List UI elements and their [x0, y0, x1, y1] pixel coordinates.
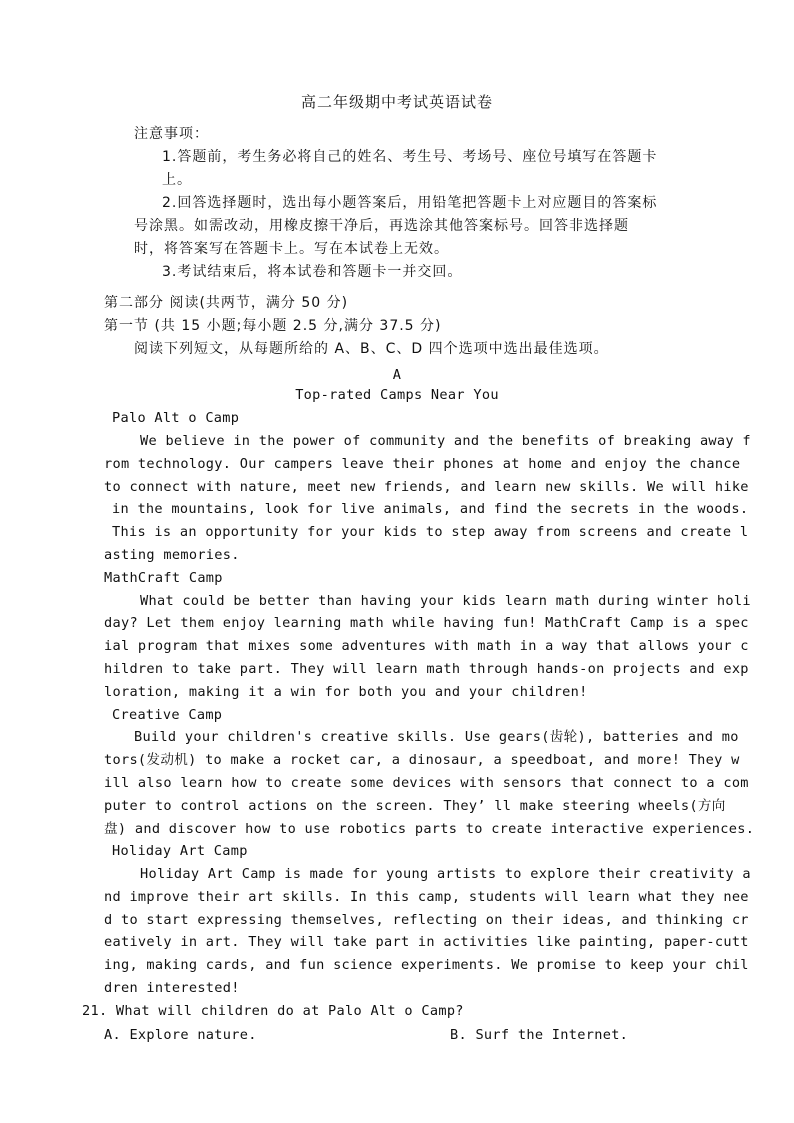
camp-text-line: eatively in art. They will take part in activities like painting, paper-cutt [104, 934, 749, 950]
camp-text-line: d to start expressing themselves, reflecting on their ideas, and thinking cr [104, 912, 749, 928]
section-part: 第二部分 阅读(共两节，满分 50 分) [104, 295, 349, 311]
question-21: 21. What will children do at Palo Alt o Camp? [82, 1003, 464, 1019]
camp-name-creative: Creative Camp [112, 707, 223, 723]
camp-text-line: tors(发动机) to make a rocket car, a dinosaur, a speedboat, and more! They w [104, 752, 740, 768]
camp-text-line: 盘) and discover how to use robotics parts to create interactive experiences. [104, 821, 755, 837]
camp-text-line: asting memories. [104, 547, 240, 563]
question-option-b: B. Surf the Internet. [450, 1027, 629, 1043]
section-instruction: 阅读下列短文，从每题所给的 A、B、C、D 四个选项中选出最佳选项。 [134, 341, 609, 357]
camp-name-palo-alto: Palo Alt o Camp [112, 410, 240, 426]
camp-text-line: puter to control actions on the screen. They’ ll make steering wheels(方向 [104, 798, 726, 814]
camp-text-line: What could be better than having your kids learn math during winter holi [140, 593, 751, 609]
camp-text-line: in the mountains, look for live animals, and find the secrets in the woods. [112, 501, 749, 517]
camp-text-line: to connect with nature, meet new friends, and learn new skills. We will hike [104, 479, 749, 495]
camp-text-line: This is an opportunity for your kids to step away from screens and create l [112, 524, 749, 540]
camp-text-line: nd improve their art skills. In this camp, students will learn what they nee [104, 889, 749, 905]
camp-text-line: rom technology. Our campers leave their phones at home and enjoy the chance [104, 456, 741, 472]
camp-text-line: dren interested! [104, 980, 240, 996]
passage-letter: A [392, 367, 402, 383]
camp-text-line: Build your children's creative skills. Use gears(齿轮), batteries and mo [134, 729, 739, 745]
notice-line-2: 上。 [162, 172, 192, 188]
notice-line-4: 号涂黑。如需改动，用橡皮擦干净后，再选涂其他答案标号。回答非选择题 [134, 218, 629, 234]
camp-text-line: We believe in the power of community and the benefits of breaking away f [140, 433, 751, 449]
notice-line-5: 时，将答案写在答题卡上。写在本试卷上无效。 [134, 241, 449, 257]
exam-title: 高二年级期中考试英语试卷 [300, 93, 493, 111]
notice-line-1: 1.答题前，考生务必将自己的姓名、考生号、考场号、座位号填写在答题卡 [162, 149, 658, 165]
camp-name-holiday-art: Holiday Art Camp [112, 843, 248, 859]
camp-text-line: ill also learn how to create some devices with sensors that connect to a com [104, 775, 749, 791]
camp-text-line: loration, making it a win for both you and your children! [104, 684, 588, 700]
camp-text-line: hildren to take part. They will learn math through hands-on projects and exp [104, 661, 749, 677]
camp-text-line: Holiday Art Camp is made for young artists to explore their creativity a [140, 866, 751, 882]
camp-name-mathcraft: MathCraft Camp [104, 570, 223, 586]
camp-text-line: ing, making cards, and fun science experiments. We promise to keep your chil [104, 957, 749, 973]
passage-title: Top-rated Camps Near You [295, 387, 499, 403]
question-option-a: A. Explore nature. [104, 1027, 257, 1043]
notice-line-6: 3.考试结束后，将本试卷和答题卡一并交回。 [162, 264, 463, 280]
camp-text-line: day? Let them enjoy learning math while having fun! MathCraft Camp is a spec [104, 615, 749, 631]
notice-line-3: 2.回答选择题时，选出每小题答案后，用铅笔把答题卡上对应题目的答案标 [162, 195, 658, 211]
section-subsection: 第一节 (共 15 小题;每小题 2.5 分,满分 37.5 分) [104, 318, 442, 334]
camp-text-line: ial program that mixes some adventures with math in a way that allows your c [104, 638, 749, 654]
notice-label: 注意事项： [134, 126, 209, 142]
